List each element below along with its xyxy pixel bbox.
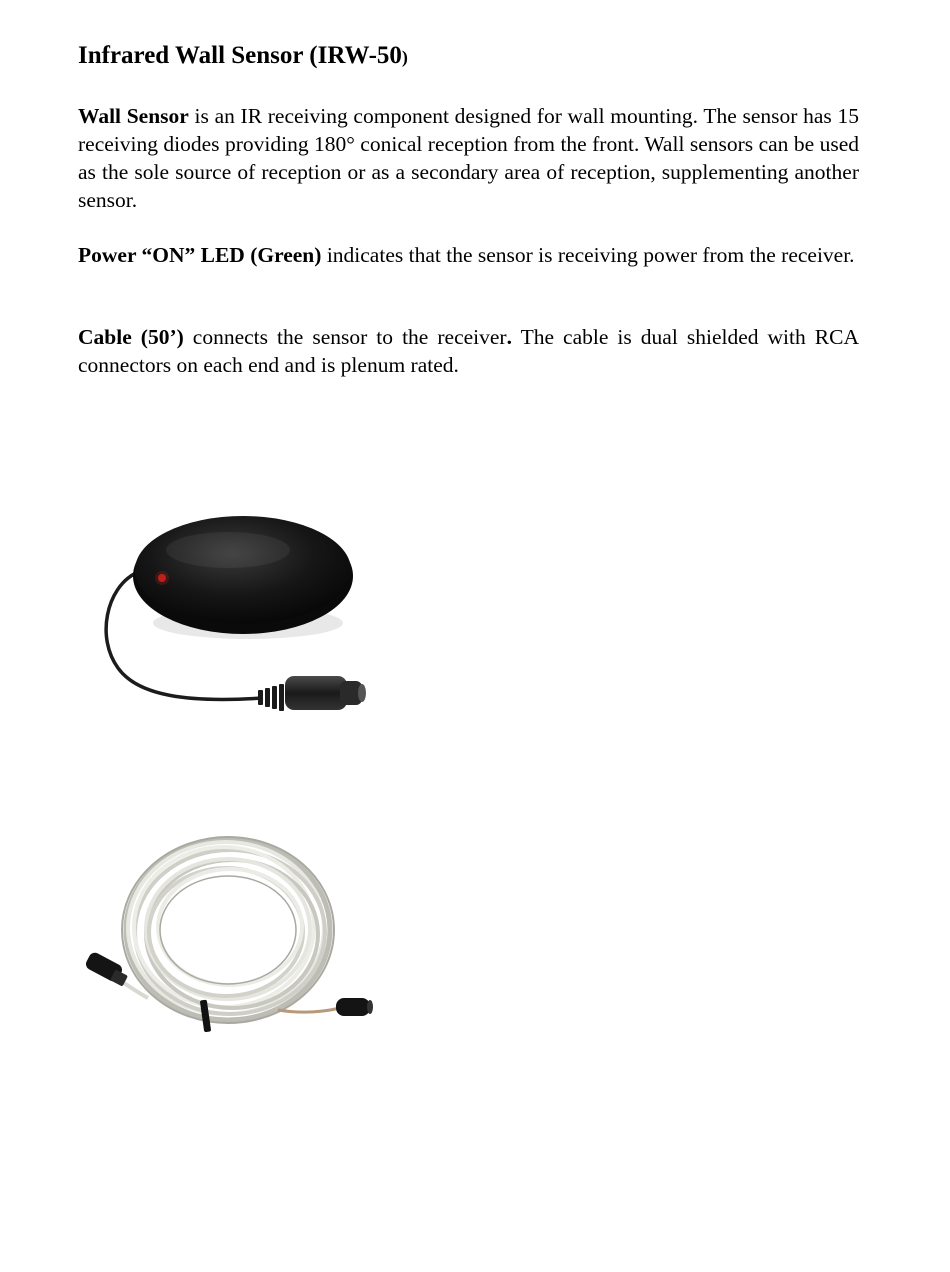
power-led-text: indicates that the sensor is receiving power from the receiver.	[321, 243, 855, 267]
title-paren: )	[401, 47, 408, 67]
cable-text-a: connects the sensor to the receiver	[183, 325, 507, 349]
power-led-paragraph	[78, 241, 859, 269]
cable-text-b: The cable is dual shielded with RCA connectors on each end and is plenum rated.	[78, 325, 859, 377]
cable-period: .	[506, 325, 512, 349]
cable-term: Cable (50’)	[78, 325, 184, 349]
wall-sensor-term: Wall Sensor	[78, 104, 189, 128]
wall-sensor-paragraph	[78, 102, 859, 214]
power-led-term: Power “ON” LED (Green)	[78, 243, 322, 267]
sensor-photo	[78, 498, 384, 736]
page-title	[78, 40, 408, 73]
title-main: Infrared Wall Sensor (IRW-50	[78, 42, 402, 69]
cable-paragraph	[78, 323, 859, 379]
wall-sensor-text: is an IR receiving component designed for wall mounting. The sensor has 15 receiving diodes providing 180° conical reception from the front. Wall sensors can be used as the sole source of reception or as a secondary area of reception, supplementing another sensor.	[78, 104, 859, 212]
cable-coil-photo	[78, 832, 384, 1054]
